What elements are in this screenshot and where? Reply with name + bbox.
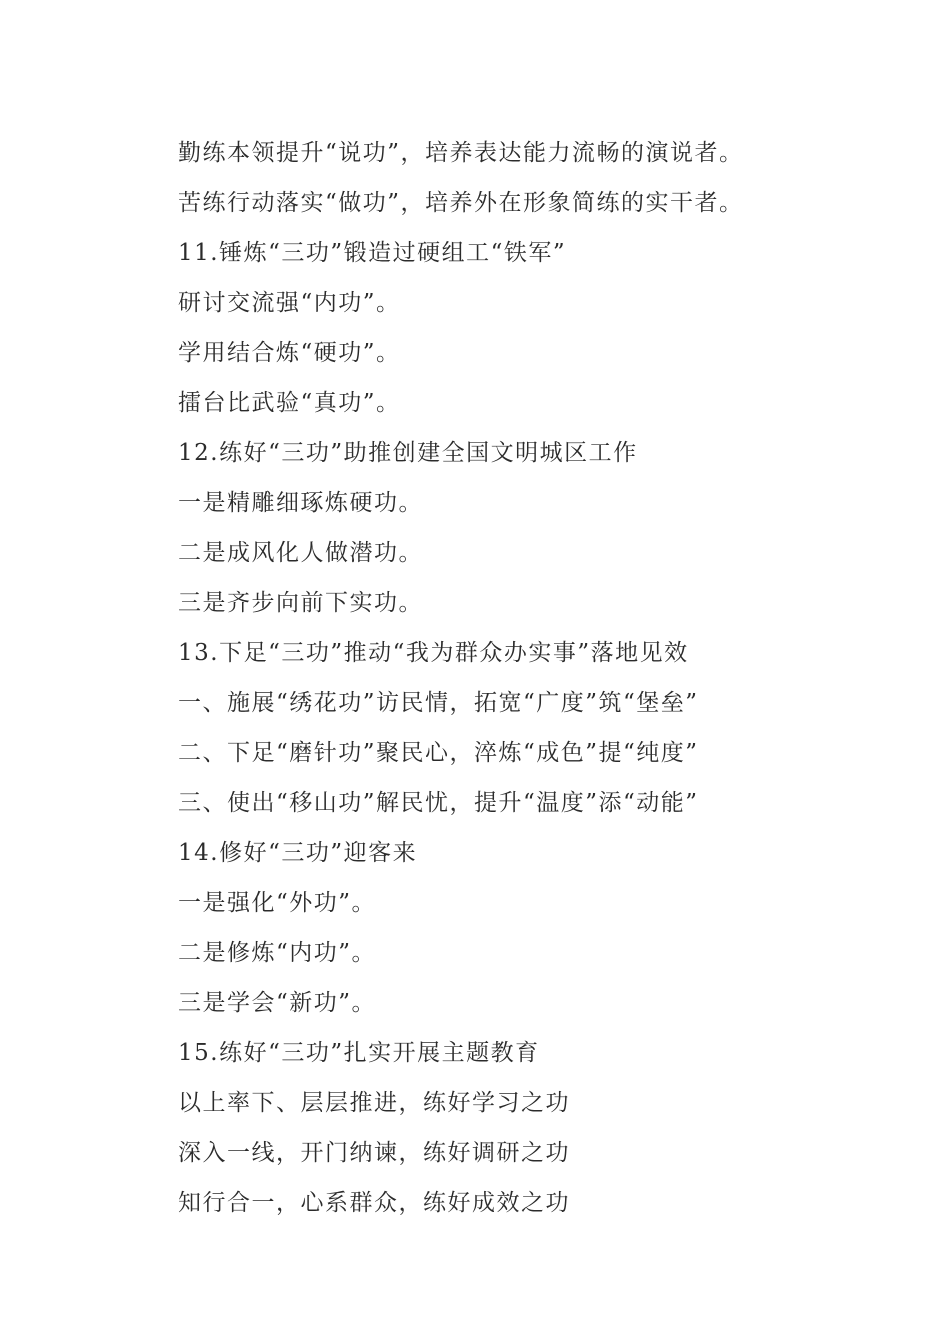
body-line: 一是强化“外功”。 (178, 890, 377, 916)
body-line: 一是精雕细琢炼硬功。 (178, 490, 423, 516)
document-body (178, 128, 878, 1228)
body-line: 勤练本领提升“说功”，培养表达能力流畅的演说者。 (178, 140, 744, 166)
body-line: 三是齐步向前下实功。 (178, 590, 423, 616)
body-line: 苦练行动落实“做功”，培养外在形象简练的实干者。 (178, 190, 744, 216)
section-heading: 13.下足“三功”推动“我为群众办实事”落地见效 (178, 640, 689, 666)
body-line: 研讨交流强“内功”。 (178, 290, 401, 316)
section-heading: 11.锤炼“三功”锻造过硬组工“铁军” (178, 240, 567, 266)
section-heading: 15.练好“三功”扎实开展主题教育 (178, 1040, 540, 1066)
body-line: 三、使出“移山功”解民忧，提升“温度”添“动能” (178, 790, 699, 816)
body-line: 一、施展“绣花功”访民情，拓宽“广度”筑“堡垒” (178, 690, 699, 716)
body-line: 学用结合炼“硬功”。 (178, 340, 401, 366)
section-heading: 12.练好“三功”助推创建全国文明城区工作 (178, 440, 638, 466)
body-line: 二是修炼“内功”。 (178, 940, 377, 966)
body-line: 二、下足“磨针功”聚民心，淬炼“成色”提“纯度” (178, 740, 699, 766)
body-line: 深入一线，开门纳谏，练好调研之功 (178, 1140, 570, 1166)
body-line: 知行合一，心系群众，练好成效之功 (178, 1190, 570, 1216)
body-line: 三是学会“新功”。 (178, 990, 377, 1016)
body-line: 以上率下、层层推进，练好学习之功 (178, 1090, 570, 1116)
body-line: 二是成风化人做潜功。 (178, 540, 423, 566)
body-line: 擂台比武验“真功”。 (178, 390, 401, 416)
section-heading: 14.修好“三功”迎客来 (178, 840, 418, 866)
